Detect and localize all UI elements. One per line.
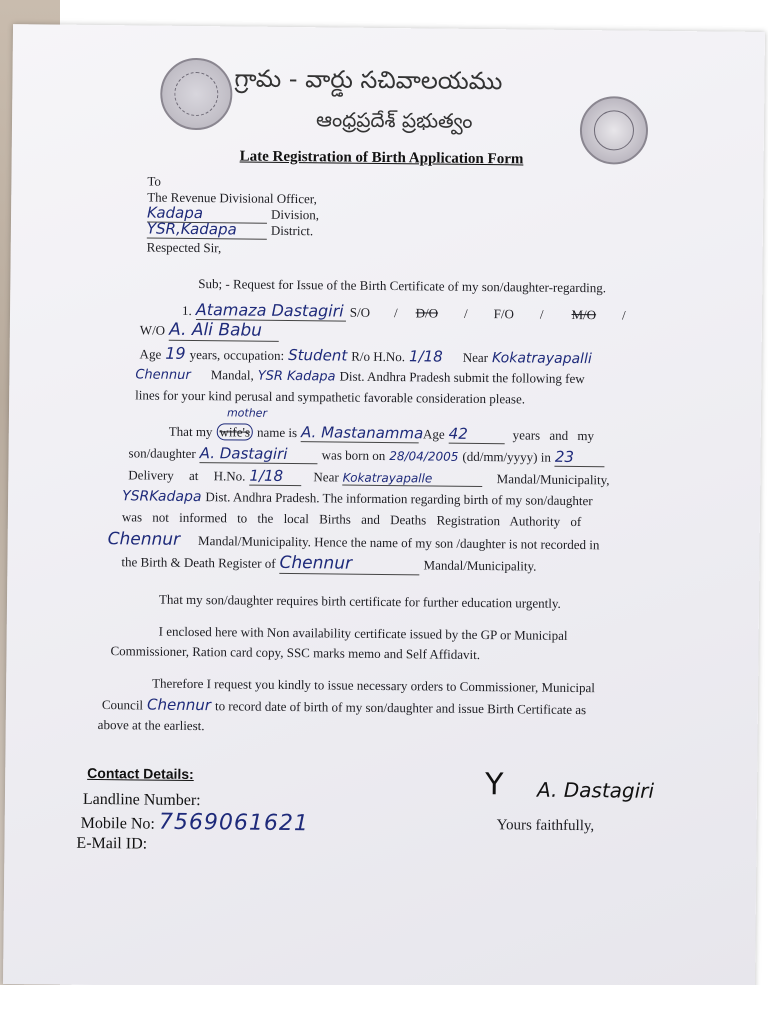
slash-1: / (393, 305, 398, 321)
son-daughter-label: son/daughter (128, 445, 196, 462)
name-is-label: name is (256, 424, 298, 441)
mandal2-value: Chennur (107, 529, 181, 550)
para2-line-1 (169, 422, 594, 445)
do-label: D/O (415, 305, 439, 321)
register-label: the Birth & Death Register of (121, 554, 276, 571)
ro-label: R/o H.No. (351, 348, 406, 365)
applicant-line-5: lines for your kind perusal and sympathetic favorable consideration please. (135, 387, 526, 407)
district-line (147, 220, 313, 241)
mandal-muni-label: Mandal/Municipality, (496, 471, 610, 488)
dob-value: 28/04/2005 (389, 449, 459, 464)
delivery-hno: 1/18 (249, 467, 301, 487)
applicant-number: 1. (181, 302, 192, 318)
mobile-label: Mobile No: (80, 814, 155, 833)
mother-age: 42 (449, 425, 505, 445)
in-value: 23 (555, 448, 605, 468)
division-value: Kadapa (147, 204, 267, 224)
para5-line-1: Therefore I request you kindly to issue necessary orders to Commissioner, Municipal (152, 675, 596, 696)
application-form-page (3, 24, 765, 992)
delivery-near-value: Kokatrayapalle (343, 471, 483, 487)
child-name: A. Dastagiri (200, 444, 318, 464)
para3: That my son/daughter requires birth certificate for further education urgently. (158, 591, 561, 611)
years-and-my: years and my (512, 427, 595, 444)
mother-name: A. Mastanamma (300, 423, 424, 443)
dob-format-label: (dd/mm/yyyy) in (462, 448, 551, 465)
para2-line-2 (128, 443, 605, 467)
para2-line-7 (121, 551, 536, 576)
slash-4: / (622, 307, 626, 323)
near-label-2: Near (313, 469, 339, 485)
division-label: Division, (270, 206, 320, 223)
telugu-title: గ్రామ - వార్డు సచివాలయము (234, 64, 503, 96)
that-my-label: That my (168, 423, 213, 440)
hno-value: 1/18 (408, 347, 443, 366)
email-label: E-Mail ID: (76, 834, 148, 853)
address-to: To (147, 173, 162, 189)
contact-heading: Contact Details: (87, 764, 194, 783)
fo-label: F/O (493, 306, 514, 322)
portrait-logo-icon (580, 96, 649, 165)
para2-line-4 (122, 487, 593, 510)
para4-line-1: I enclosed here with Non availability certificate issued by the GP or Municipal (158, 623, 568, 643)
para2-hence-line: Mandal/Municipality. Hence the name of my son /daughter is not recorded in (197, 533, 600, 553)
delivery-label: Delivery at H.No. (128, 467, 246, 484)
wife-struck: wife's (216, 423, 253, 440)
council-value: Chennur (147, 695, 212, 715)
applicant-line-2 (140, 319, 279, 341)
mo-label: M/O (571, 306, 597, 323)
applicant-line-4 (135, 365, 585, 388)
occupation-value: Student (288, 345, 348, 365)
slash-2: / (463, 305, 468, 321)
occupation-label: years, occupation: (189, 346, 285, 363)
para4-line-2: Commissioner, Ration card copy, SSC marks memo and Self Affidavit. (110, 643, 481, 663)
address-officer: The Revenue Divisional Officer, (147, 189, 317, 207)
form-title: Late Registration of Birth Application Form (239, 148, 524, 168)
telugu-subtitle: ఆంధ్రప్రదేశ్ ప్రభుత్వం (315, 107, 473, 133)
age-label-2: Age (422, 426, 445, 442)
age-label: Age (139, 346, 162, 362)
so-label: S/O (349, 304, 371, 320)
district-value: YSR,Kadapa (147, 220, 267, 240)
para2-info-line: Dist. Andhra Pradesh. The information regarding birth of my son/daughter (205, 489, 593, 509)
wo-label: W/O (139, 322, 166, 338)
mandal-muni-2: Mandal/Municipality. (423, 557, 537, 574)
mobile-line (81, 809, 309, 836)
applicant-line-3 (140, 343, 592, 368)
council-label: Council (101, 697, 144, 713)
near-label: Near (462, 349, 489, 366)
landline-label: Landline Number: (82, 790, 201, 810)
mandal-label: Mandal, (210, 367, 254, 383)
applicant-name: Atamaza Dastagiri (196, 300, 346, 322)
mother-correction: mother (226, 406, 268, 420)
emblem-seal-icon (160, 58, 233, 131)
age-value: 19 (165, 343, 186, 363)
para2-district-value: YSRKadapa (122, 488, 202, 506)
closing-text: Yours faithfully, (496, 817, 595, 835)
was-born-on-label: was born on (321, 447, 386, 464)
district-label: District. (270, 222, 314, 239)
bottom-margin (0, 985, 768, 1025)
register-value: Chennur (279, 553, 419, 575)
salutation: Respected Sir, (146, 239, 222, 256)
para2-line-6 (108, 529, 600, 554)
district-applicant-value: YSR Kadapa (257, 368, 336, 385)
signature-mark: Y (484, 767, 504, 803)
para5-line-2-rest: to record date of birth of my son/daughter and issue Birth Certificate as (214, 698, 587, 718)
para2-line-5: was not informed to the local Births and Deaths Registration Authority of (121, 509, 582, 530)
near-value: Kokatrayapalli (491, 350, 592, 368)
signature-name: A. Dastagiri (536, 777, 655, 803)
mobile-value: 7569061621 (158, 809, 310, 837)
slash-3: / (539, 306, 544, 322)
subject-line: Sub; - Request for Issue of the Birth Certificate of my son/daughter-regarding. (198, 276, 607, 296)
mandal-value: Chennur (135, 367, 191, 383)
applicant-line-4-rest: Dist. Andhra Pradesh submit the following few (339, 368, 585, 387)
para5-line-2 (102, 695, 586, 719)
spouse-name: A. Ali Babu (169, 320, 279, 342)
para5-line-3: above at the earliest. (97, 717, 205, 734)
para2-line-3 (128, 465, 609, 489)
